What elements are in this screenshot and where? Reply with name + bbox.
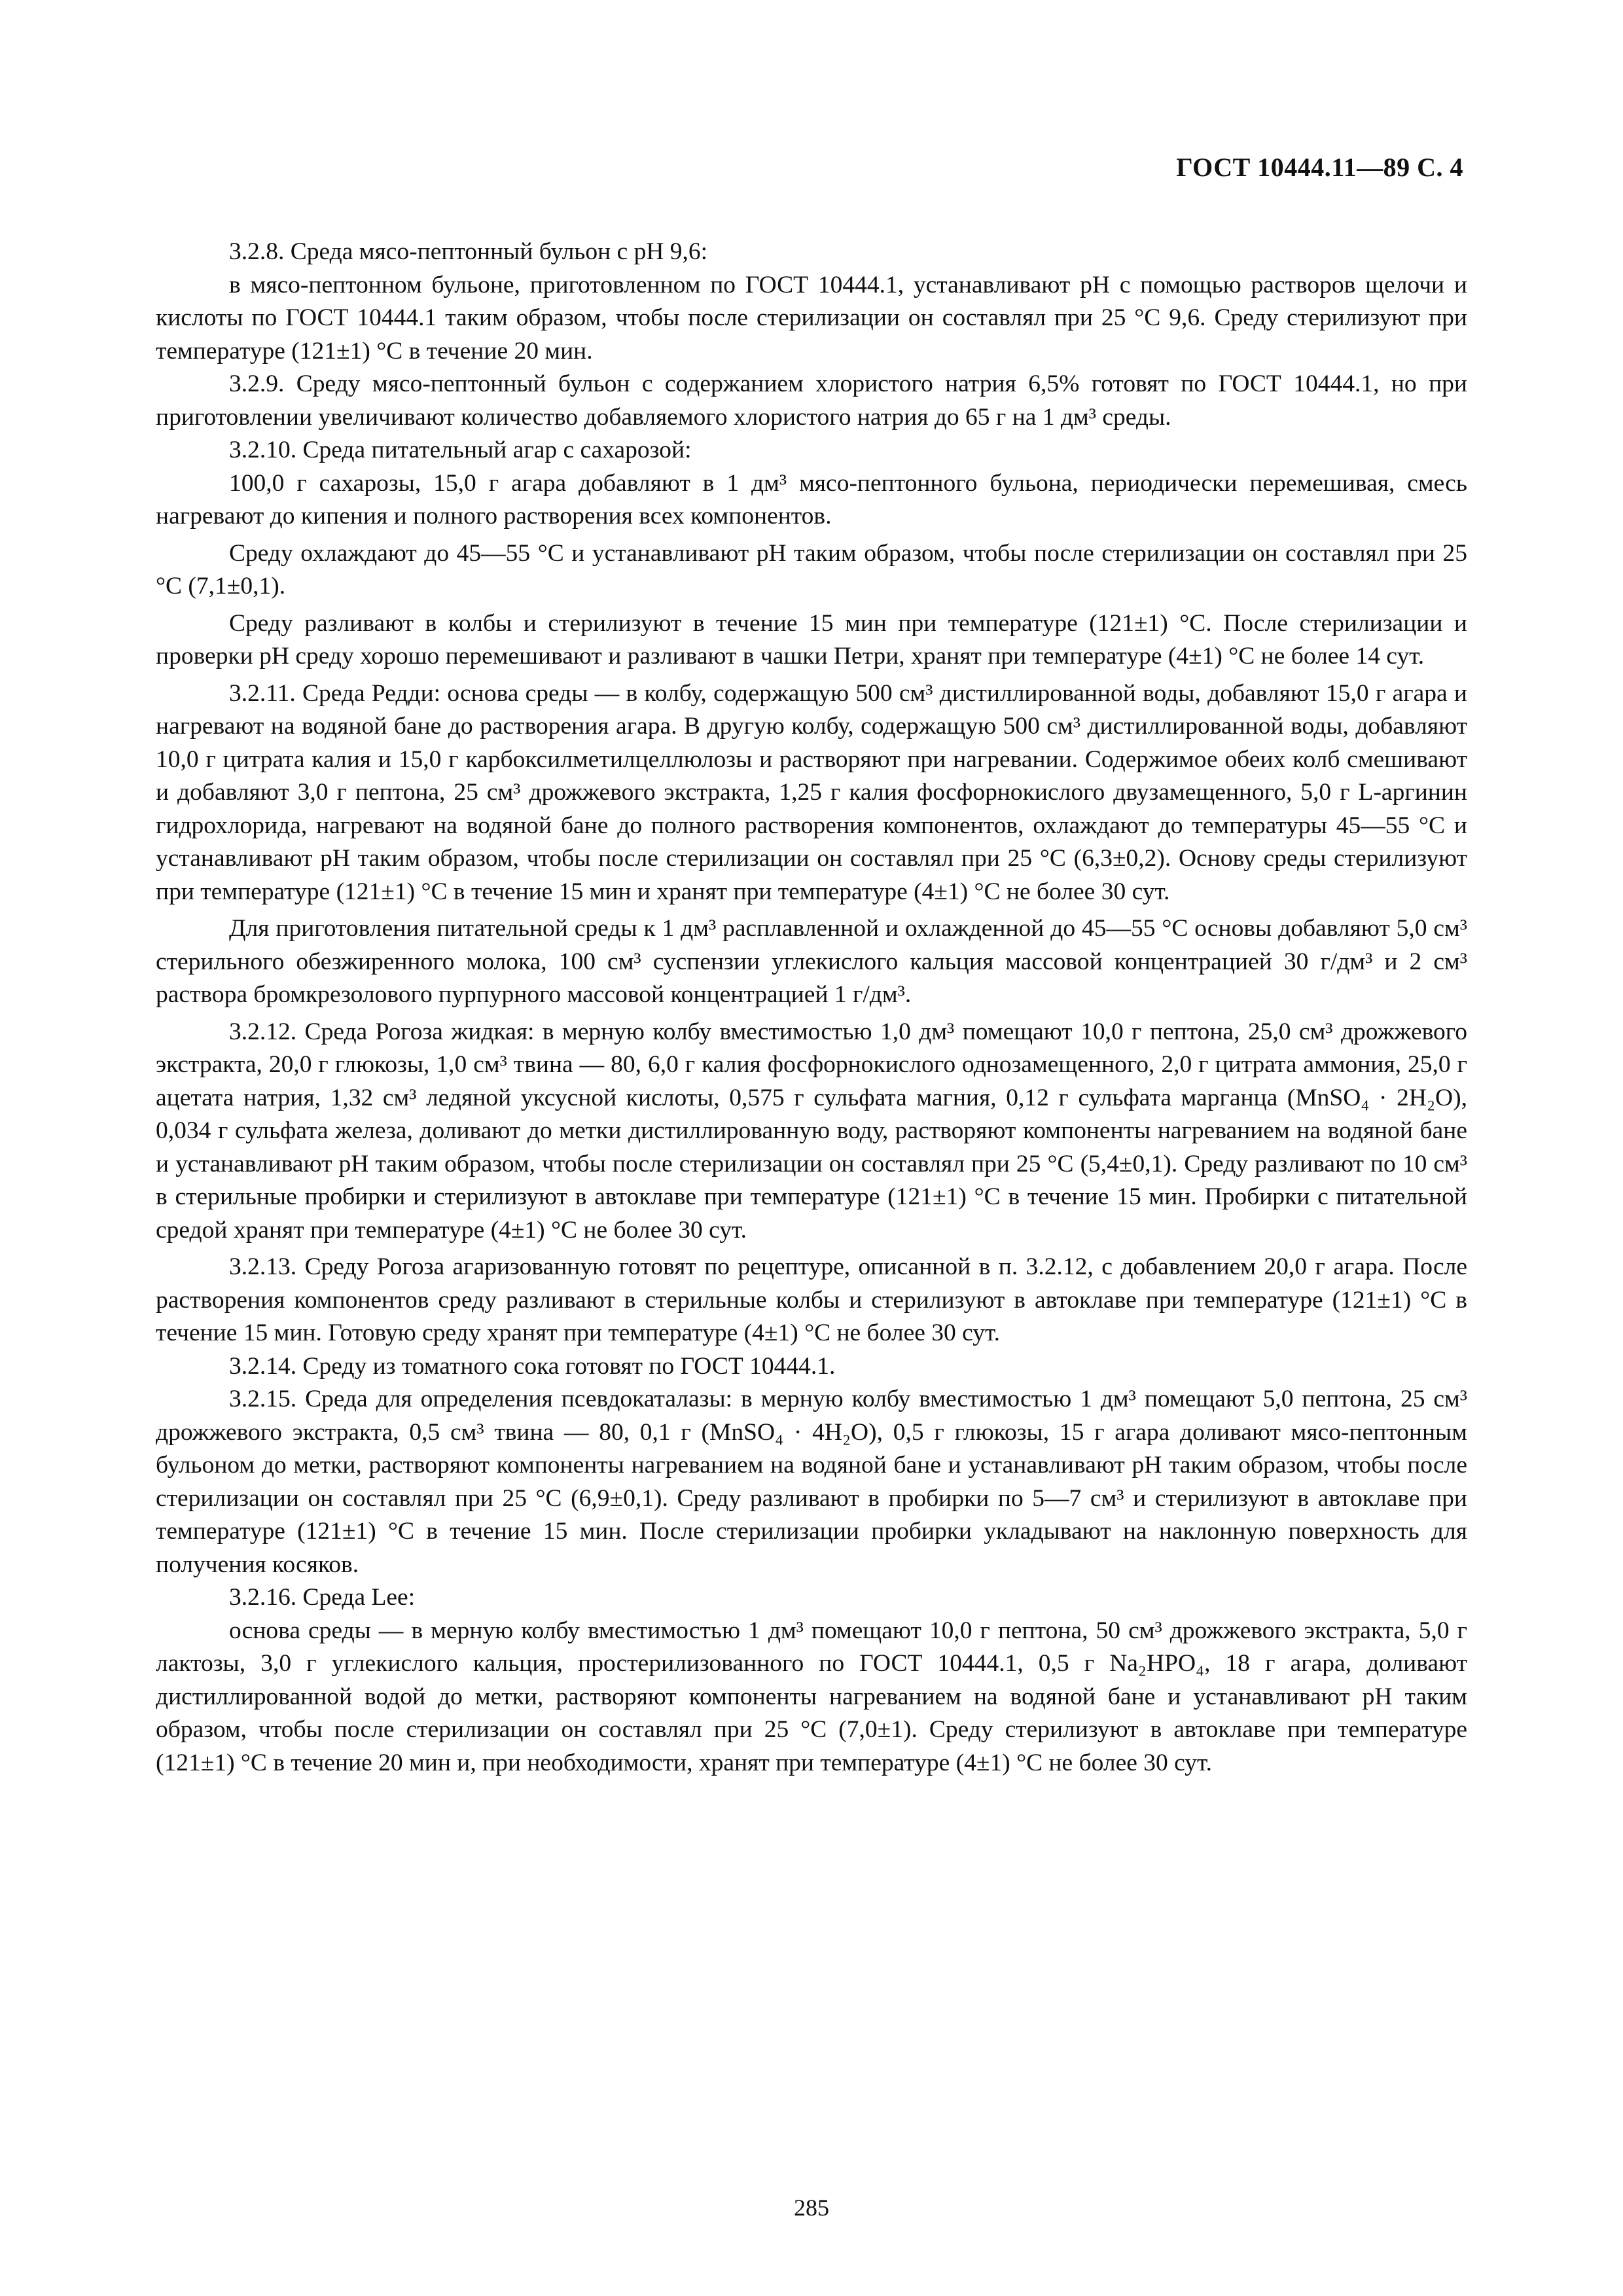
page-number: 285 — [794, 2195, 829, 2221]
paragraph-3-2-15: 3.2.15. Среда для определения псевдокаталазы: в мерную колбу вместимостью 1 дм³ помещают 5,0 пептона, 25 см³ дрожжевого экстракта, 0,5 см³ твина — 80, 0,1 г (MnSO₄ · 4H₂O), 0,5 г глюкозы, 15 г агара доливают мясо-пептонным бульоном до метки, растворяют компоненты нагреванием на водяной бане и устанавливают рН таким образом, чтобы после стерилизации он составлял при 25 °С (6,9±0,1). Среду разливают в пробирки по 5—7 см³ и стерилизуют в автоклаве при температуре (121±1) °С в течение 15 мин. После стерилизации пробирки укладывают на наклонную поверхность для получения косяков. — [156, 1386, 1467, 1578]
paragraph-3-2-10-text: 100,0 г сахарозы, 15,0 г агара добавляют в 1 дм³ мясо-пептонного бульона, периодически перемешивая, смесь нагревают до кипения и полного растворения всех компонентов. — [156, 469, 1467, 529]
paragraph-3-2-11-medium: Для приготовления питательной среды к 1 дм³ расплавленной и охлажденной до 45—55 °С основы добавляют 5,0 см³ стерильного обезжиренного молока, 100 см³ суспензии углекислого кальция массовой концентрацией 30 г/дм³ и 2 см³ раствора бромкрезолового пурпурного массовой концентрацией 1 г/дм³. — [156, 915, 1467, 1008]
page-header: ГОСТ 10444.11—89 С. 4 — [1176, 152, 1463, 182]
paragraph-3-2-10-cooling: Среду охлаждают до 45—55 °С и устанавливают рН таким образом, чтобы после стерилизации он составлял при 25 °С (7,1±0,1). — [156, 539, 1467, 600]
paragraph-3-2-11: 3.2.11. Среда Редди: основа среды — в колбу, содержащую 500 см³ дистиллированной воды, добавляют 15,0 г агара и нагревают на водяной бане до растворения агара. В другую колбу, содержащую 500 см³ дистиллированной воды, добавляют 10,0 г цитрата калия и 15,0 г карбоксилметилцеллюлозы и растворяют при нагревании. Содержимое обеих колб смешивают и добавляют 3,0 г пептона, 25 см³ дрожжевого экстракта, 1,25 г калия фосфорнокислого двузамещенного, 5,0 г L-аргинин гидрохлорида, нагревают на водяной бане до полного растворения компонентов, охлаждают до температуры 45—55 °С и устанавливают рН таким образом, чтобы после стерилизации он составлял при 25 °С (6,3±0,2). Основу среды стерилизуют при температуре (121±1) °С в течение 15 мин и хранят при температуре (4±1) °С не более 30 сут. — [156, 679, 1467, 905]
paragraph-3-2-12: 3.2.12. Среда Рогоза жидкая: в мерную колбу вместимостью 1,0 дм³ помещают 10,0 г пептона, 25,0 см³ дрожжевого экстракта, 20,0 г глюкозы, 1,0 см³ твина — 80, 6,0 г калия фосфорнокислого однозамещенного, 2,0 г цитрата аммония, 25,0 г ацетата натрия, 1,32 см³ ледяной уксусной кислоты, 0,575 г сульфата магния, 0,12 г сульфата марганца (MnSO₄ · 2H₂O), 0,034 г сульфата железа, доливают до метки дистиллированную воду, растворяют компоненты нагреванием на водяной бане и устанавливают рН таким образом, чтобы после стерилизации он составлял при 25 °С (5,4±0,1). Среду разливают по 10 см³ в стерильные пробирки и стерилизуют в автоклаве при температуре (121±1) °С в течение 15 мин. Пробирки с питательной средой хранят при температуре (4±1) °С не более 30 сут. — [156, 1018, 1467, 1244]
paragraph-3-2-10-heading: 3.2.10. Среда питательный агар с сахарозой: — [229, 437, 692, 463]
paragraph-3-2-16-text: основа среды — в мерную колбу вместимостью 1 дм³ помещают 10,0 г пептона, 50 см³ дрожжевого экстракта, 5,0 г лактозы, 3,0 г углекислого кальция, простерилизованного по ГОСТ 10444.1, 0,5 г Na₂HPO₄, 18 г агара, доливают дистиллированной водой до метки, растворяют компоненты нагреванием на водяной бане и устанавливают рН таким образом, чтобы после стерилизации он составлял при 25 °С (7,0±1). Среду стерилизуют в автоклаве при температуре (121±1) °С в течение 20 мин и, при необходимости, хранят при температуре (4±1) °С не более 30 сут. — [156, 1617, 1467, 1776]
paragraph-3-2-14: 3.2.14. Среду из томатного сока готовят по ГОСТ 10444.1. — [229, 1352, 836, 1380]
paragraph-3-2-13: 3.2.13. Среду Рогоза агаризованную готовят по рецептуре, описанной в п. 3.2.12, с добавлением 20,0 г агара. После растворения компонентов среду разливают в стерильные колбы и стерилизуют в автоклаве при температуре (121±1) °С в течение 15 мин. Готовую среду хранят при температуре (4±1) °С не более 30 сут. — [156, 1253, 1467, 1346]
paragraph-3-2-10-storage: Среду разливают в колбы и стерилизуют в течение 15 мин при температуре (121±1) °С. После стерилизации и проверки рН среду хорошо перемешивают и разливают в чашки Петри, хранят при температуре (4±1) °С не более 14 сут. — [156, 609, 1467, 670]
document-body — [156, 236, 1467, 1780]
paragraph-3-2-16-heading: 3.2.16. Среда Lee: — [229, 1584, 416, 1611]
paragraph-3-2-8-text: в мясо-пептонном бульоне, приготовленном по ГОСТ 10444.1, устанавливают рН с помощью растворов щелочи и кислоты по ГОСТ 10444.1 таким образом, чтобы после стерилизации он составлял при 25 °С 9,6. Среду стерилизуют при температуре (121±1) °С в течение 20 мин. — [156, 271, 1467, 365]
paragraph-3-2-9: 3.2.9. Среду мясо-пептонный бульон с содержанием хлористого натрия 6,5% готовят по ГОСТ 10444.1, но при приготовлении увеличивают количество добавляемого хлористого натрия до 65 г на 1 дм³ среды. — [156, 370, 1467, 431]
paragraph-3-2-8-heading: 3.2.8. Среда мясо-пептонный бульон с рН 9,6: — [229, 238, 708, 265]
